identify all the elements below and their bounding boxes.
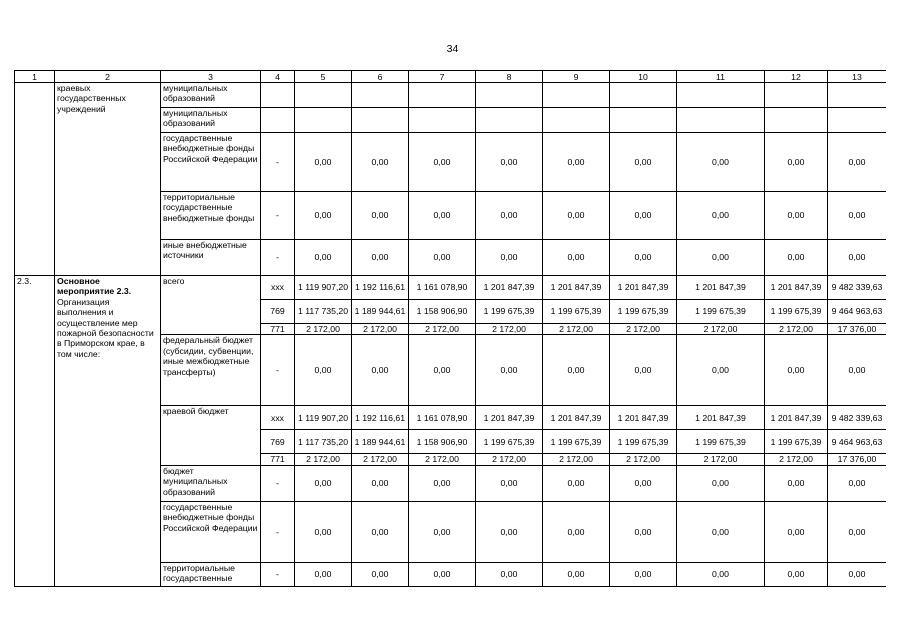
header-cell: 9 [543,71,610,83]
header-cell: 8 [476,71,543,83]
value-cell: 2 172,00 [409,454,476,465]
code-cell: - [261,192,295,240]
value-cell: 0,00 [295,562,352,586]
header-cell: 2 [55,71,161,83]
value-cell: 1 199 675,39 [610,430,677,454]
value-cell [677,108,765,133]
value-cell: 0,00 [476,335,543,406]
value-cell: 9 464 963,63 [828,300,887,324]
value-cell [828,108,887,133]
value-cell [543,83,610,108]
value-cell: 2 172,00 [610,454,677,465]
value-cell: 0,00 [610,192,677,240]
value-cell: 1 199 675,39 [476,300,543,324]
code-cell: ххх [261,276,295,300]
value-cell: 1 201 847,39 [476,276,543,300]
code-cell: 769 [261,430,295,454]
value-cell: 0,00 [677,562,765,586]
value-cell: 1 117 735,20 [295,430,352,454]
source-label: государственные внебюджетные фонды Российской Федерации [161,133,261,192]
value-cell: 0,00 [610,562,677,586]
code-cell [261,83,295,108]
table-row [15,83,887,108]
value-cell: 1 192 116,61 [352,406,409,430]
value-cell: 1 119 907,20 [295,276,352,300]
header-cell: 4 [261,71,295,83]
value-cell: 9 464 963,63 [828,430,887,454]
value-cell: 1 201 847,39 [543,276,610,300]
source-label: иные внебюджетные источники [161,240,261,276]
value-cell: 1 199 675,39 [677,300,765,324]
value-cell: 1 199 675,39 [677,430,765,454]
value-cell: 0,00 [352,133,409,192]
value-cell: 0,00 [828,133,887,192]
value-cell: 0,00 [765,240,828,276]
source-label-total: всего [161,276,261,335]
code-cell: ххх [261,406,295,430]
value-cell: 0,00 [409,192,476,240]
value-cell: 2 172,00 [352,324,409,335]
value-cell: 0,00 [828,335,887,406]
header-cell: 1 [15,71,55,83]
value-cell: 0,00 [409,501,476,562]
source-label: муниципальных образований [161,83,261,108]
value-cell: 1 201 847,39 [610,276,677,300]
value-cell: 0,00 [610,133,677,192]
value-cell: 1 199 675,39 [765,430,828,454]
value-cell: 1 199 675,39 [765,300,828,324]
value-cell: 17 376,00 [828,454,887,465]
value-cell: 0,00 [295,192,352,240]
budget-table-container [14,70,886,592]
value-cell: 0,00 [677,133,765,192]
value-cell: 0,00 [295,501,352,562]
value-cell: 0,00 [610,240,677,276]
code-cell: 771 [261,454,295,465]
value-cell: 2 172,00 [295,324,352,335]
value-cell [352,83,409,108]
header-cell: 7 [409,71,476,83]
value-cell: 0,00 [677,335,765,406]
code-cell: - [261,133,295,192]
value-cell: 0,00 [543,133,610,192]
value-cell: 1 201 847,39 [765,406,828,430]
value-cell: 0,00 [476,562,543,586]
value-cell: 0,00 [295,240,352,276]
header-cell: 12 [765,71,828,83]
code-cell: - [261,240,295,276]
value-cell: 0,00 [543,192,610,240]
value-cell: 2 172,00 [409,324,476,335]
value-cell: 0,00 [476,240,543,276]
header-cell: 6 [352,71,409,83]
source-label: территориальные государственные [161,562,261,586]
value-cell: 0,00 [543,335,610,406]
value-cell: 0,00 [828,465,887,501]
value-cell: 2 172,00 [352,454,409,465]
value-cell: 2 172,00 [677,454,765,465]
value-cell: 0,00 [610,501,677,562]
value-cell: 0,00 [610,335,677,406]
value-cell: 0,00 [610,465,677,501]
value-cell: 0,00 [828,501,887,562]
value-cell: 1 201 847,39 [765,276,828,300]
category-cell: краевых государственных учреждений [55,83,161,276]
value-cell: 0,00 [828,192,887,240]
value-cell: 1 201 847,39 [677,276,765,300]
item-title-cell [55,276,161,587]
header-cell: 3 [161,71,261,83]
budget-table [14,70,886,587]
value-cell [677,83,765,108]
value-cell: 17 376,00 [828,324,887,335]
value-cell: 1 199 675,39 [476,430,543,454]
value-cell: 0,00 [295,465,352,501]
value-cell [409,83,476,108]
value-cell: 0,00 [765,133,828,192]
page-number: 34 [446,43,459,55]
value-cell: 1 201 847,39 [677,406,765,430]
value-cell [295,108,352,133]
value-cell: 9 482 339,63 [828,406,887,430]
value-cell: 0,00 [409,335,476,406]
value-cell: 0,00 [352,501,409,562]
value-cell: 0,00 [765,192,828,240]
value-cell: 1 201 847,39 [476,406,543,430]
value-cell: 2 172,00 [610,324,677,335]
value-cell [765,108,828,133]
value-cell: 0,00 [409,240,476,276]
value-cell: 2 172,00 [476,324,543,335]
code-cell: - [261,501,295,562]
value-cell: 0,00 [765,465,828,501]
value-cell: 0,00 [765,562,828,586]
value-cell: 0,00 [677,240,765,276]
source-label: федеральный бюджет (субсидии, субвенции, иные межбюджетные трансферты) [161,335,261,406]
value-cell [828,83,887,108]
value-cell [765,83,828,108]
code-cell [261,108,295,133]
item-title-text: Организация выполнения и осуществление мер пожарной безопасности в Приморском крае, в том числе: [57,296,154,359]
value-cell [610,108,677,133]
value-cell: 1 199 675,39 [610,300,677,324]
code-cell: - [261,335,295,406]
source-label: государственные внебюджетные фонды Российской Федерации [161,501,261,562]
value-cell: 1 158 906,90 [409,300,476,324]
value-cell: 0,00 [476,133,543,192]
source-label: муниципальных образований [161,108,261,133]
value-cell: 2 172,00 [476,454,543,465]
value-cell: 1 201 847,39 [610,406,677,430]
value-cell: 2 172,00 [765,324,828,335]
value-cell: 0,00 [543,562,610,586]
source-label: бюджет муниципальных образований [161,465,261,501]
code-cell: 769 [261,300,295,324]
table-row [15,276,887,300]
value-cell: 0,00 [543,240,610,276]
row-number-cell [15,83,55,276]
value-cell [476,108,543,133]
value-cell: 1 189 944,61 [352,430,409,454]
value-cell: 1 161 078,90 [409,276,476,300]
value-cell: 0,00 [828,562,887,586]
header-cell: 13 [828,71,887,83]
value-cell [352,108,409,133]
value-cell: 2 172,00 [765,454,828,465]
value-cell: 0,00 [677,501,765,562]
value-cell: 0,00 [352,192,409,240]
code-cell: 771 [261,324,295,335]
value-cell: 1 192 116,61 [352,276,409,300]
value-cell: 1 199 675,39 [543,300,610,324]
value-cell: 0,00 [352,465,409,501]
value-cell: 2 172,00 [543,324,610,335]
source-label-regional: краевой бюджет [161,406,261,465]
value-cell: 0,00 [295,133,352,192]
header-cell: 11 [677,71,765,83]
value-cell: 0,00 [828,240,887,276]
value-cell: 2 172,00 [295,454,352,465]
value-cell: 0,00 [677,192,765,240]
value-cell: 1 189 944,61 [352,300,409,324]
value-cell [543,108,610,133]
value-cell: 1 117 735,20 [295,300,352,324]
header-cell: 10 [610,71,677,83]
value-cell: 0,00 [476,465,543,501]
source-label: территориальные государственные внебюджетные фонды [161,192,261,240]
value-cell [295,83,352,108]
value-cell [476,83,543,108]
value-cell: 1 119 907,20 [295,406,352,430]
value-cell: 0,00 [352,335,409,406]
item-number: 2.3. [15,276,55,587]
code-cell: - [261,465,295,501]
value-cell: 1 199 675,39 [543,430,610,454]
value-cell: 0,00 [765,335,828,406]
value-cell: 1 201 847,39 [543,406,610,430]
value-cell: 0,00 [543,501,610,562]
value-cell: 0,00 [352,562,409,586]
value-cell: 0,00 [409,465,476,501]
value-cell: 2 172,00 [677,324,765,335]
value-cell [610,83,677,108]
code-cell: - [261,562,295,586]
header-cell: 5 [295,71,352,83]
value-cell: 2 172,00 [543,454,610,465]
value-cell: 0,00 [476,192,543,240]
value-cell: 1 158 906,90 [409,430,476,454]
value-cell: 9 482 339,63 [828,276,887,300]
header-row [15,71,887,83]
value-cell: 0,00 [352,240,409,276]
value-cell: 1 161 078,90 [409,406,476,430]
value-cell [409,108,476,133]
value-cell: 0,00 [409,562,476,586]
value-cell: 0,00 [677,465,765,501]
item-title-bold: Основное мероприятие 2.3. [57,276,132,297]
value-cell: 0,00 [765,501,828,562]
value-cell: 0,00 [295,335,352,406]
value-cell: 0,00 [476,501,543,562]
value-cell: 0,00 [409,133,476,192]
value-cell: 0,00 [543,465,610,501]
